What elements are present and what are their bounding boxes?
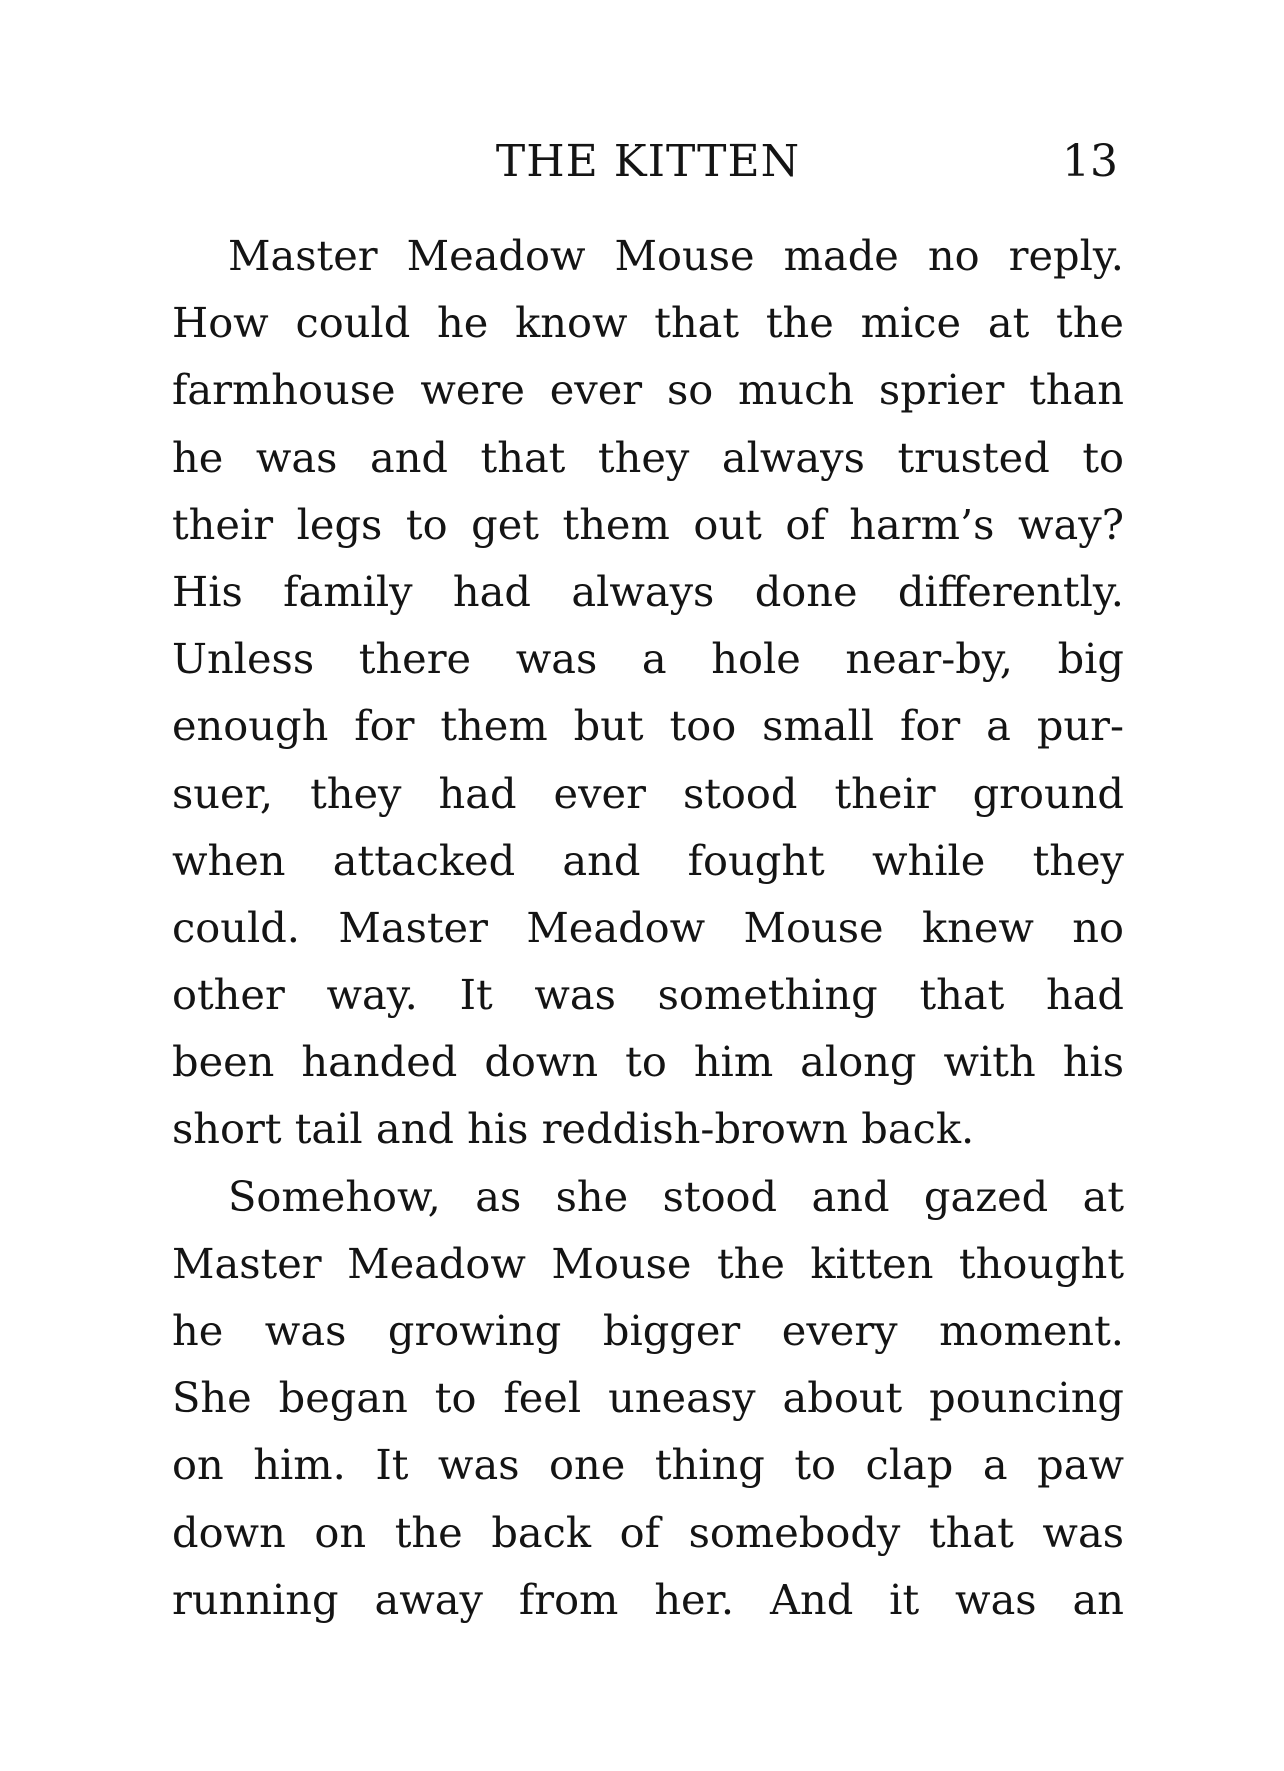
text-line: Somehow, as she stood and gazed at (228, 1171, 1124, 1221)
text-line: How could he know that the mice at the (172, 298, 1124, 348)
paragraph (172, 222, 1124, 1163)
text-line: Master Meadow Mouse the kitten thought (172, 1238, 1124, 1288)
text-line: farmhouse were ever so much sprier than (172, 365, 1124, 415)
text-line: She began to feel uneasy about pouncing (172, 1373, 1124, 1423)
text-line: His family had always done differently. (172, 566, 1124, 616)
text-line: running away from her. And it was an (172, 1574, 1124, 1624)
text-line: been handed down to him along with his (172, 1037, 1124, 1087)
text-line: Unless there was a hole near-by, big (172, 634, 1124, 684)
text-line: Master Meadow Mouse made no reply. (228, 231, 1124, 280)
paragraph (172, 1163, 1124, 1633)
text-line: could. Master Meadow Mouse knew no (172, 902, 1124, 952)
text-line: he was growing bigger every moment. (172, 1306, 1124, 1355)
page-number: 13 (1062, 136, 1118, 187)
body-text (172, 222, 1124, 1633)
text-line: suer, they had ever stood their ground (172, 768, 1124, 818)
running-head (172, 132, 1124, 192)
text-line: on him. It was one thing to clap a paw (172, 1440, 1124, 1490)
text-line: he was and that they always trusted to (172, 432, 1124, 482)
text-line: when attacked and fought while they (172, 835, 1124, 885)
running-title: THE KITTEN (495, 136, 801, 187)
text-line: their legs to get them out of harm’s way? (172, 499, 1124, 549)
text-line: other way. It was something that had (172, 970, 1124, 1020)
text-line: enough for them but too small for a pur- (172, 701, 1124, 751)
text-line: down on the back of somebody that was (172, 1507, 1124, 1557)
text-line: short tail and his reddish-brown back. (172, 1104, 975, 1154)
